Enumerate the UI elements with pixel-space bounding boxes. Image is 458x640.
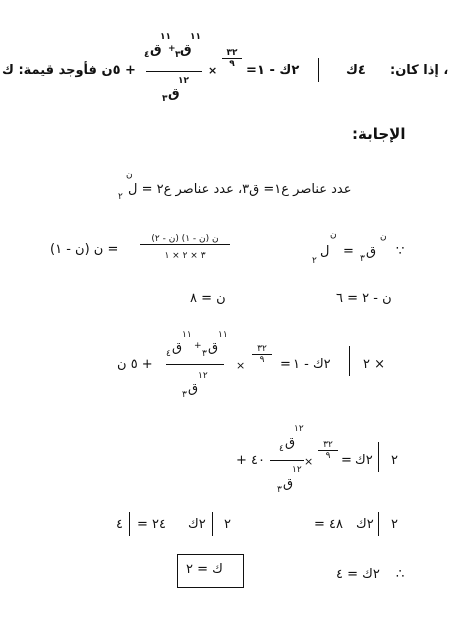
line5-lhs: ٢: [391, 453, 398, 468]
line2-l-sub: ٢: [312, 256, 317, 266]
line7-left: ٢ك = ٤: [336, 567, 380, 582]
question-eq: =: [246, 63, 257, 78]
q-num-sub1: ٣: [175, 50, 181, 60]
question-lhs: ٤ك: [346, 63, 366, 78]
abs-bar: [349, 346, 350, 376]
line4-num-sub2: ٤: [166, 349, 171, 359]
q-fraction-bar: [146, 71, 202, 72]
line4-tail: + ٥ ن: [117, 357, 153, 372]
line6-right-lhs: ٢: [224, 517, 231, 532]
line6-right-rhs: = ٢٤: [137, 517, 166, 532]
line5-times: ×: [304, 455, 314, 468]
line4-den-q: ق: [188, 381, 199, 396]
line4-fraction-bar: [166, 364, 224, 365]
line3-right: ن = ٨: [190, 291, 226, 306]
therefore-symbol: ∵: [396, 244, 405, 259]
abs-bar: [212, 512, 213, 536]
line2-rhs: = ن (ن - ١): [50, 242, 119, 257]
q-num-q2: ق: [150, 42, 162, 57]
line2-l-sup: ن: [330, 230, 337, 240]
line5-eq: =: [341, 453, 352, 468]
abs-bar: [129, 512, 130, 536]
line6-left-lhs: ٢: [391, 517, 398, 532]
line2-eq1: =: [343, 244, 354, 259]
line4-eq: =: [280, 357, 291, 372]
q-num-sub2: ٤: [144, 50, 150, 60]
line5-coef: [318, 440, 338, 461]
line4-coef-num: ٣٢: [257, 344, 267, 354]
line4-coef-den: ٩: [252, 354, 272, 365]
line2-q: ق: [366, 244, 377, 259]
line2-fraction: [140, 234, 230, 261]
line5-den-sup: ١٢: [292, 465, 302, 475]
question-prefix: ، إذا كان:: [390, 63, 449, 78]
line5-num-sub: ٤: [279, 444, 284, 454]
line5-num-q: ق: [285, 435, 296, 450]
line1-sup: ن: [126, 170, 133, 180]
line2-l: ل: [320, 244, 330, 259]
line4-num-q1: ق: [208, 340, 219, 355]
line5-coef-den: ٩: [318, 450, 338, 461]
line4-den-sup: ١٢: [198, 371, 208, 381]
q-den-sup: ١٢: [178, 76, 189, 86]
line6-left-abs: ٢ك: [356, 517, 374, 532]
line4-lhs: ٢ ×: [363, 357, 386, 372]
q-den-sub: ٣: [162, 94, 168, 104]
question-abs-inner: ٢ك - ١: [257, 63, 300, 78]
line6-right-abs: ٢ك: [188, 517, 206, 532]
line4-den-sub: ٣: [182, 390, 187, 400]
abs-bar: [378, 442, 379, 472]
coef-denominator: ٩: [222, 58, 242, 69]
line4-num-sup1: ١١: [218, 330, 228, 340]
line4-times: ×: [236, 359, 246, 372]
coef-numerator: ٣٢: [226, 48, 238, 58]
line4-num-q2: ق: [172, 340, 183, 355]
line4-num-sup2: ١١: [182, 330, 192, 340]
line5-den-q: ق: [283, 476, 294, 491]
question-coefficient: [222, 48, 242, 69]
final-answer: ك = ٢: [186, 562, 223, 577]
q-num-sup2: ١١: [160, 32, 171, 42]
line3-left: ن - ٢ = ٦: [336, 291, 392, 306]
line2-q-sub: ٣: [360, 254, 365, 264]
line4-abs: ٢ك - ١: [293, 357, 331, 372]
line4-plus: +: [194, 341, 202, 351]
line2-q-sup: ن: [380, 232, 387, 242]
q-num-sup1: ١١: [190, 32, 201, 42]
question-times: ×: [208, 64, 218, 77]
question-tail: + ٥ن فأوجد قيمة: ك: [2, 63, 136, 78]
q-den-q: ق: [168, 86, 180, 101]
abs-bar: [378, 512, 379, 536]
line5-fraction-bar: [270, 460, 304, 461]
line5-coef-num: ٣٢: [323, 440, 333, 450]
q-num-plus: +: [168, 44, 176, 54]
answer-heading: الإجابة:: [352, 125, 406, 143]
line5-abs: ٢ك: [355, 453, 373, 468]
line1-text: عدد عناصر ع١= ق٣، عدد عناصر ع٢ = ل: [128, 182, 352, 197]
line2-frac-den: ٣ × ٢ × ١: [140, 244, 230, 261]
abs-bar: [318, 58, 319, 82]
line6-left-rhs: = ٤٨: [314, 517, 343, 532]
line5-den-sub: ٣: [277, 485, 282, 495]
line4-num-sub1: ٣: [202, 349, 207, 359]
therefore-symbol-2: ∴: [396, 567, 405, 582]
line2-frac-num: ن (ن - ١) (ن - ٢): [151, 234, 219, 244]
q-num-q1: ق: [180, 42, 192, 57]
line6-right-end: ٤: [116, 517, 123, 532]
line1-sub: ٢: [118, 192, 123, 202]
line4-coef: [252, 344, 272, 365]
line5-num-sup: ١٢: [294, 424, 304, 434]
line5-tail: + ٤٠: [236, 453, 265, 468]
